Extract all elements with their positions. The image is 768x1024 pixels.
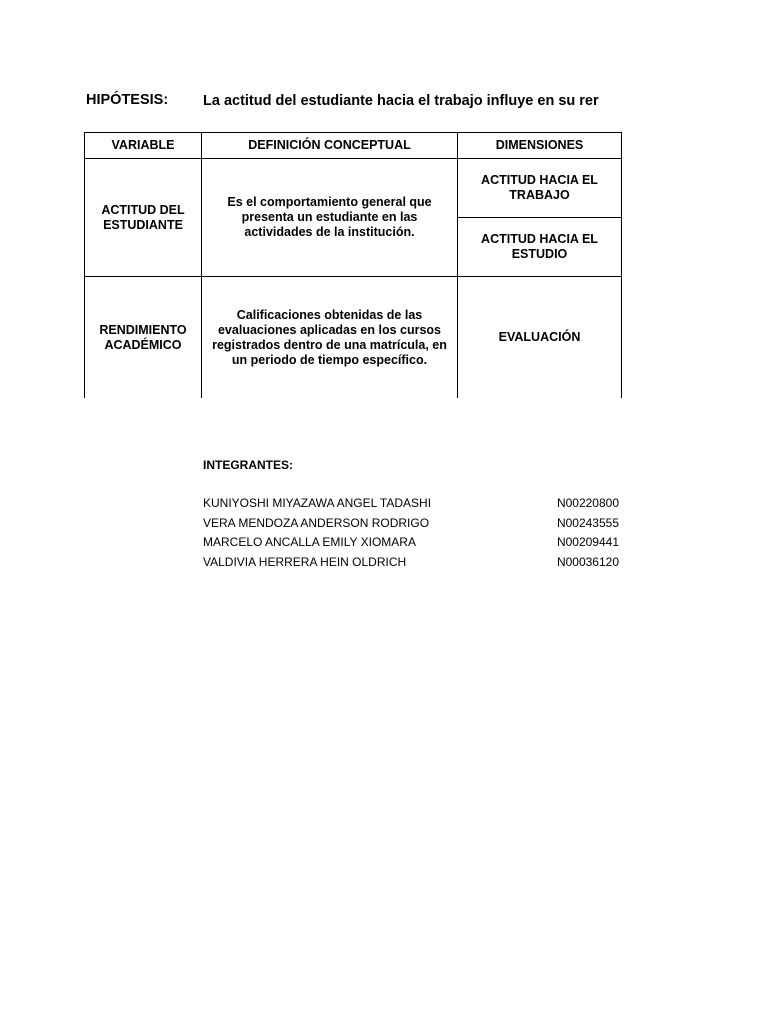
list-item	[203, 515, 621, 535]
header-definition: DEFINICIÓN CONCEPTUAL	[202, 133, 458, 159]
hypothesis-label: HIPÓTESIS:	[86, 92, 169, 108]
hypothesis-text: La actitud del estudiante hacia el trabajo influye en su rer	[203, 93, 599, 109]
list-item	[203, 495, 621, 515]
member-name: VERA MENDOZA ANDERSON RODRIGO	[203, 515, 430, 530]
table-header-row	[85, 133, 622, 159]
variable-cell: ACTITUD DEL ESTUDIANTE	[85, 158, 202, 276]
header-dimensions: DIMENSIONES	[458, 133, 622, 159]
dimension-cell: EVALUACIÓN	[458, 277, 622, 398]
member-name: MARCELO ANCALLA EMILY XIOMARA	[203, 535, 416, 550]
list-item	[203, 554, 621, 574]
variable-cell: RENDIMIENTO ACADÉMICO	[85, 277, 202, 398]
member-code: N00036120	[556, 554, 619, 569]
member-code: N00243555	[556, 515, 619, 530]
definition-cell: Calificaciones obtenidas de las evaluaciones aplicadas en los cursos registrados dentro de una matrícula, en un periodo de tiempo específico.	[202, 277, 458, 398]
member-code: N00209441	[556, 535, 619, 550]
member-name: VALDIVIA HERRERA HEIN OLDRICH	[203, 554, 407, 569]
table-row	[85, 158, 622, 217]
member-code: N00220800	[556, 496, 619, 510]
hypothesis-text-cell	[203, 92, 621, 110]
members-list	[203, 495, 621, 573]
dimension-cell: ACTITUD HACIA EL TRABAJO	[458, 158, 622, 217]
dimension-cell: ACTITUD HACIA EL ESTUDIO	[458, 218, 622, 277]
definition-cell: Es el comportamiento general que presenta un estudiante en las actividades de la institución.	[202, 158, 458, 276]
variables-table	[84, 132, 622, 398]
header-variable: VARIABLE	[85, 133, 202, 159]
members-title: INTEGRANTES:	[203, 458, 293, 472]
list-item	[203, 534, 621, 554]
member-name: KUNIYOSHI MIYAZAWA ANGEL TADASHI	[203, 496, 432, 510]
table-row	[85, 277, 622, 398]
